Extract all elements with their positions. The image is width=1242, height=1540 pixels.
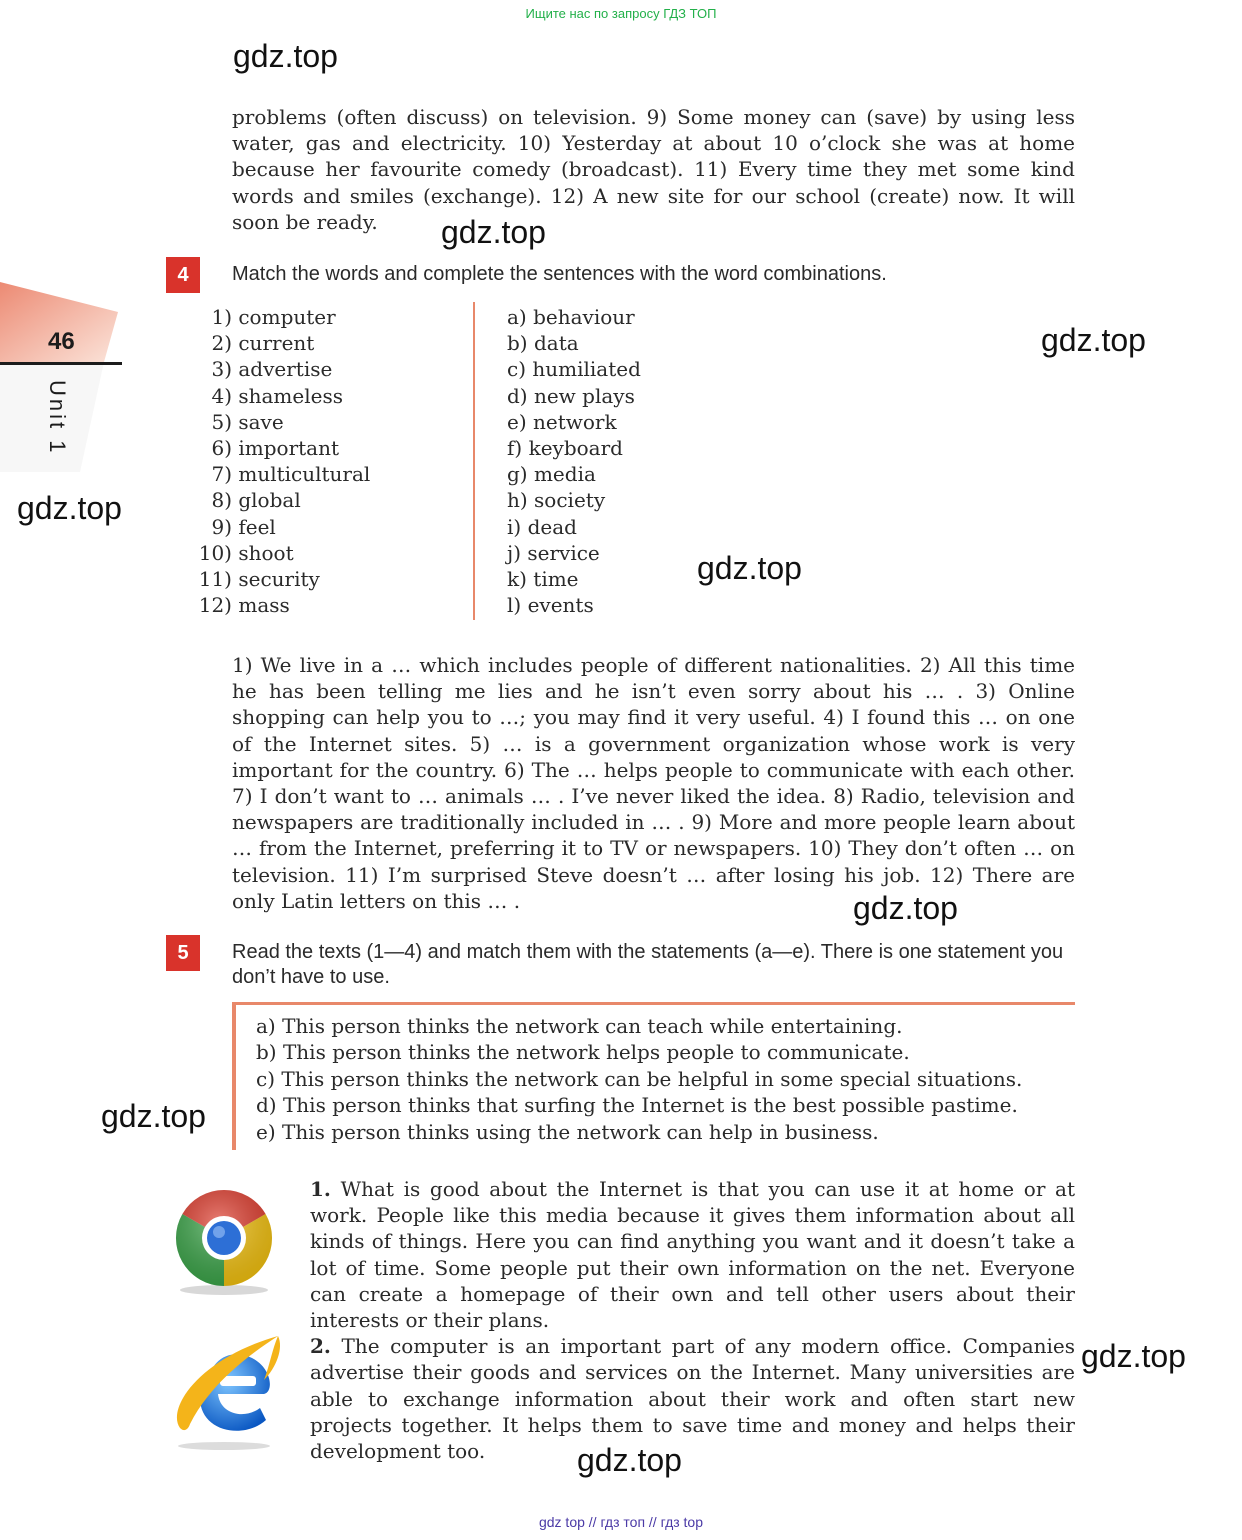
item-letter: c) <box>507 357 527 382</box>
exercise3-text <box>232 104 1075 235</box>
item-word: shameless <box>238 383 343 408</box>
item-word: security <box>238 567 320 592</box>
list-item <box>192 592 370 618</box>
watermark: gdz.top <box>17 490 122 526</box>
list-item <box>192 461 370 487</box>
watermark: gdz.top <box>577 1442 682 1478</box>
statement-item: a) This person thinks the network can teach while entertaining. <box>256 1014 903 1038</box>
list-item <box>507 304 641 330</box>
list-item <box>507 461 641 487</box>
list-item <box>507 409 641 435</box>
page-number: 46 <box>48 328 75 355</box>
item-number: 3) <box>211 357 232 382</box>
exercise4-instruction: Match the words and complete the sentences with the word combinations. <box>232 263 887 285</box>
list-item <box>507 356 641 382</box>
item-word: data <box>533 331 579 356</box>
item-word: mass <box>238 593 290 618</box>
list-item <box>507 435 641 461</box>
item-number: 11) <box>198 567 232 592</box>
statement-item: c) This person thinks the network can be helpful in some special situations. <box>256 1066 1023 1091</box>
unit-label <box>44 380 70 480</box>
watermark: gdz.top <box>853 890 958 926</box>
item-number: 5) <box>211 409 232 434</box>
list-item <box>192 304 370 330</box>
item-word: keyboard <box>528 436 623 461</box>
item-number: 6) <box>211 436 232 461</box>
reading-texts <box>310 1176 1075 1464</box>
item-word: humiliated <box>532 357 641 382</box>
item-letter: e) <box>507 409 527 434</box>
list-item <box>507 540 641 566</box>
exercise3-paragraph: problems (often discuss) on television. 9) Some money can (save) by using less water, gas and electricity. 10) Yesterday at about 10 o’clock she was at home because her favourite comedy (broadcast). 11) Every time they met some kind words and smiles (exchange). 12) A new site for our school (create) now. It will soon be ready. <box>232 105 1075 234</box>
item-letter: g) <box>507 462 528 487</box>
list-item <box>192 409 370 435</box>
watermark: gdz.top <box>233 38 338 74</box>
item-word: behaviour <box>533 305 635 329</box>
list-item <box>507 383 641 409</box>
item-word: global <box>238 488 301 513</box>
footer-links[interactable]: gdz top // гдз топ // гдз top <box>538 1514 704 1530</box>
text-number: 2. <box>310 1334 331 1359</box>
internet-explorer-logo-icon <box>160 1328 286 1452</box>
list-item <box>507 330 641 356</box>
item-letter: k) <box>507 567 527 592</box>
watermark: gdz.top <box>1081 1338 1186 1374</box>
item-word: important <box>238 436 340 461</box>
item-number: 8) <box>211 488 232 513</box>
item-letter: h) <box>507 488 528 513</box>
item-letter: a) <box>507 305 527 329</box>
item-word: service <box>527 540 600 565</box>
exercise5-instruction: Read the texts (1—4) and match them with the statements (a—e). There is one statement you don’t have to use. <box>232 941 1064 988</box>
item-letter: b) <box>507 331 528 356</box>
item-number: 2) <box>211 331 232 356</box>
item-letter: j) <box>507 540 522 565</box>
top-banner[interactable]: Ищите нас по запросу ГДЗ ТОП <box>525 6 717 21</box>
list-item <box>192 356 370 382</box>
page-number-rule <box>0 362 122 365</box>
exercise4-number: 4 <box>166 257 200 293</box>
list-item <box>192 330 370 356</box>
item-word: society <box>534 488 606 513</box>
item-letter: f) <box>507 436 523 461</box>
watermark: gdz.top <box>1041 322 1146 358</box>
item-word: current <box>238 331 315 356</box>
item-word: media <box>533 462 596 487</box>
item-word: new plays <box>533 383 635 408</box>
exercise4-right-column <box>507 304 641 618</box>
item-word: time <box>533 567 579 592</box>
item-letter: d) <box>507 383 528 408</box>
item-word: computer <box>238 305 336 329</box>
list-item <box>507 566 641 592</box>
text-number: 1. <box>310 1177 331 1201</box>
column-divider <box>473 302 475 620</box>
list-item <box>192 487 370 513</box>
item-word: network <box>533 409 617 434</box>
text-body: What is good about the Internet is that you can use it at home or at work. People like this media because it gives them information about all kinds of things. Here you can find anything you want and it doesn’t take a lot of time. Some people put their own information on the net. Everyone can create a homepage of their own and tell other users about their interests or their plans. <box>310 1177 1076 1333</box>
item-number: 7) <box>211 462 232 487</box>
watermark: gdz.top <box>697 550 802 586</box>
chrome-logo-icon <box>166 1186 282 1296</box>
exercise4-sentences <box>232 652 1075 914</box>
exercise4-left-column <box>192 304 370 618</box>
item-word: multicultural <box>238 462 371 487</box>
item-number: 10) <box>198 540 232 565</box>
unit-label-text: Unit 1 <box>45 380 70 456</box>
item-number: 9) <box>211 514 232 539</box>
reading-text-1 <box>310 1176 1075 1333</box>
item-word: save <box>238 409 284 434</box>
item-word: events <box>527 593 594 618</box>
item-number: 1) <box>211 305 232 329</box>
text-body: The computer is an important part of any modern office. Companies advertise their goods and services on the Internet. Many universities are able to exchange information about their work and often start new projects together. It helps them to save time and money and helps their development too. <box>310 1334 1076 1464</box>
item-number: 4) <box>211 383 232 408</box>
list-item <box>192 514 370 540</box>
watermark: gdz.top <box>101 1098 206 1134</box>
list-item <box>507 514 641 540</box>
list-item <box>192 383 370 409</box>
list-item <box>192 566 370 592</box>
list-item <box>507 487 641 513</box>
statement-item: e) This person thinks using the network can help in business. <box>256 1119 879 1144</box>
list-item <box>507 592 641 618</box>
list-item <box>192 435 370 461</box>
item-letter: i) <box>507 514 522 539</box>
list-item <box>192 540 370 566</box>
item-word: shoot <box>238 540 294 565</box>
item-number: 12) <box>198 593 232 618</box>
item-word: feel <box>238 514 276 539</box>
statement-item: d) This person thinks that surfing the Internet is the best possible pastime. <box>256 1093 1018 1118</box>
item-word: advertise <box>238 357 333 382</box>
statement-item: b) This person thinks the network helps people to communicate. <box>256 1040 910 1065</box>
item-word: dead <box>527 514 577 539</box>
item-letter: l) <box>507 593 522 618</box>
exercise5-number: 5 <box>166 935 200 971</box>
watermark: gdz.top <box>441 214 546 250</box>
exercise4-sentences-paragraph: 1) We live in a … which includes people of different nationalities. 2) All this time he has been telling me lies and he isn’t even sorry about his … . 3) Online shopping can help you to …; you may find it very useful. 4) I found this … on one of the Internet sites. 5) … is a government organization whose work is very important for the country. 6) The … helps people to communicate with each other. 7) I don’t want to … animals … . I’ve never liked the idea. 8) Radio, television and newspapers are traditionally included in … . 9) More and more people learn about … from the Internet, preferring it to TV or newspapers. 10) They don’t often … on television. 11) I’m surprised Steve doesn’t … after losing his job. 12) There are only Latin letters on this … . <box>232 653 1075 913</box>
statements-list <box>256 1013 1076 1145</box>
reading-text-2 <box>310 1333 1075 1464</box>
